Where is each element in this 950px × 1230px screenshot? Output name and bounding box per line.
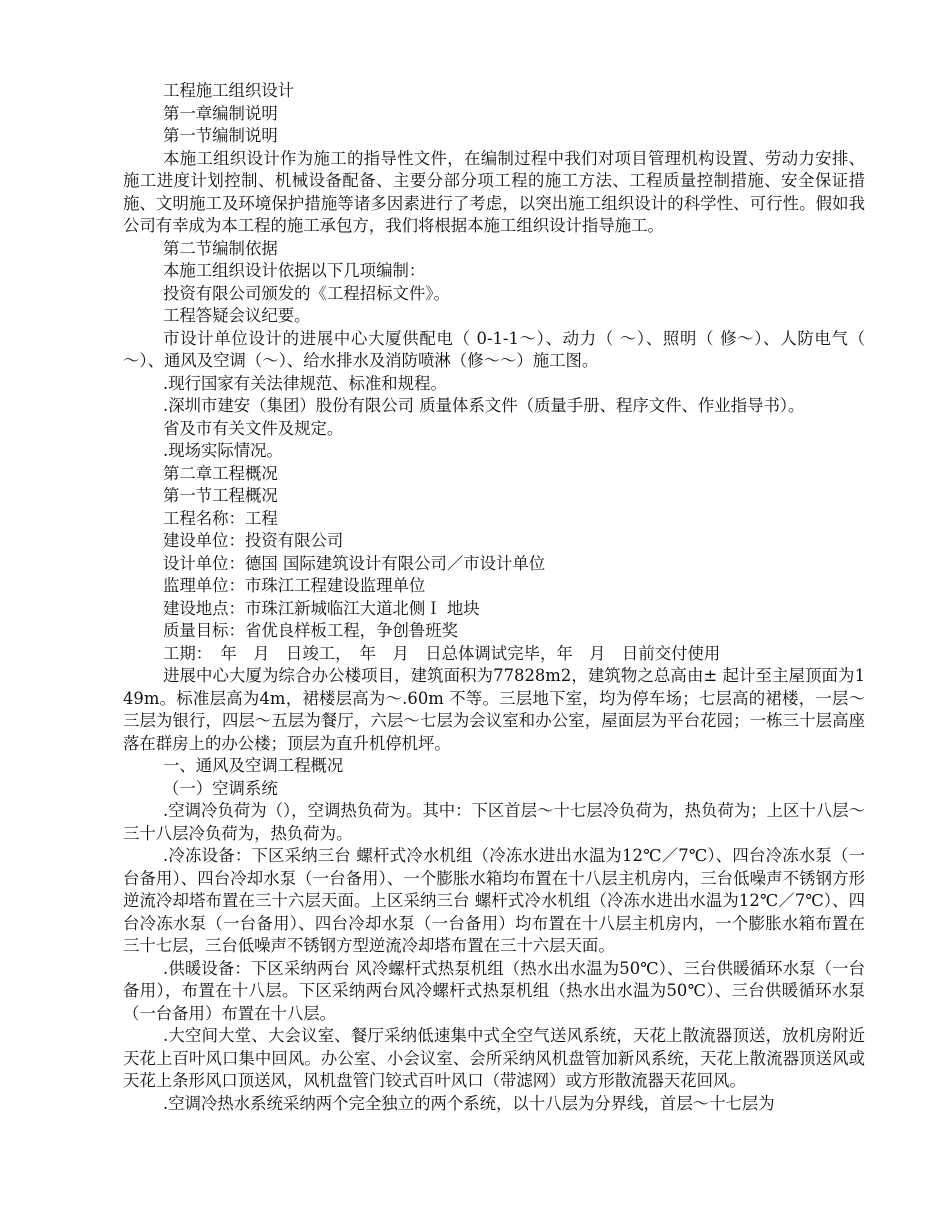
info-line: 工程名称：工程 bbox=[163, 508, 278, 528]
list-item: .现行国家有关法律规范、标准和规程。 bbox=[163, 373, 447, 393]
section-heading: 第一节编制说明 bbox=[163, 126, 278, 145]
body-paragraph: 本施工组织设计依据以下几项编制： bbox=[163, 261, 426, 280]
subsection-heading: （一）空调系统 bbox=[163, 778, 278, 798]
body-paragraph: .冷冻设备：下区采纳三台 螺杆式冷水机组（冷冻水进出水温为12℃／7℃）、四台冷冻水泵（一台备用）、四台冷却水泵（一台备用）、一个膨胀水箱均布置在十八层主机房内，三台低噪声不锈钢方形逆流冷却塔布置在三十六层天面。上区采纳三台 螺杆式冷水机组（冷冻水进出水温为12℃／7℃）、四台冷冻水泵（一台备用）、四台冷却水泵（一台备用）均布置在十八层主机房内，一个膨胀水箱布置在三十七层，三台低噪声不锈钢方型逆流冷却塔布置在三十六层天面。 bbox=[123, 846, 865, 955]
body-paragraph: 本施工组织设计作为施工的指导性文件，在编制过程中我们对项目管理机构设置、劳动力安排、施工进度计划控制、机械设备配备、主要分部分项工程的施工方法、工程质量控制措施、安全保证措施、文明施工及环境保护措施等诸多因素进行了考虑，以突出施工组织设计的科学性、可行性。假如我公司有幸成为本工程的施工承包方，我们将根据本施工组织设计指导施工。 bbox=[123, 148, 865, 235]
info-line: 监理单位：市珠江工程建设监理单位 bbox=[163, 576, 426, 595]
list-item: .现场实际情况。 bbox=[163, 441, 283, 460]
body-paragraph: .大空间大堂、大会议室、餐厅采纳低速集中式全空气送风系统，天花上散流器顶送，放机房附近天花上百叶风口集中回风。办公室、小会议室、会所采纳风机盘管加新风系统，天花上散流器顶送风或天花上条形风口顶送风，风机盘管门铰式百叶风口（带滤网）或方形散流器天花回风。 bbox=[123, 1026, 865, 1090]
body-paragraph: .空调冷热水系统采纳两个完全独立的两个系统，以十八层为分界线，首层～十七层为 bbox=[163, 1093, 775, 1113]
document-title: 工程施工组织设计 bbox=[163, 81, 295, 100]
list-item: .深圳市建安（集团）股份有限公司 质量体系文件（质量手册、程序文件、作业指导书）。 bbox=[163, 396, 805, 415]
chapter-heading: 第一章编制说明 bbox=[163, 103, 278, 123]
chapter-heading: 第二章工程概况 bbox=[163, 463, 278, 483]
list-item: 省及市有关文件及规定。 bbox=[163, 418, 344, 438]
body-paragraph: .供暖设备：下区采纳两台 风冷螺杆式热泵机组（热水出水温为50℃）、三台供暖循环水泵（一台备用），布置在十八层。下区采纳两台风冷螺杆式热泵机组（热水出水温为50℃）、三台供暖循环水泵（一台备用）布置在十八层。 bbox=[123, 958, 865, 1023]
body-paragraph: .空调冷负荷为（），空调热负荷为。其中：下区首层～十七层冷负荷为，热负荷为；上区十八层～三十八层冷负荷为，热负荷为。 bbox=[123, 801, 865, 843]
list-item: 工程答疑会议纪要。 bbox=[163, 306, 311, 325]
section-heading: 第二节编制依据 bbox=[163, 238, 278, 258]
list-item: 市设计单位设计的进展中心大厦供配电（ 0-1-1～）、动力（ ～）、照明（ 修～）、人防电气（ ～）、通风及空调（～）、给水排水及消防喷淋（修～～）施工图。 bbox=[123, 328, 865, 370]
info-line: 建设单位：投资有限公司 bbox=[163, 531, 344, 550]
document-page bbox=[123, 80, 865, 1115]
info-line: 质量目标：省优良样板工程，争创鲁班奖 bbox=[163, 621, 459, 640]
info-line: 工期： 年 月 日竣工， 年 月 日总体调试完毕，年 月 日前交付使用 bbox=[163, 643, 721, 663]
body-paragraph: 进展中心大厦为综合办公楼项目，建筑面积为77828m2，建筑物之总高由± 起计至主屋顶面为149m。标准层高为4m，裙楼层高为～.60m 不等。三层地下室，均为停车场；七层高的裙楼，一层～三层为银行，四层～五层为餐厅，六层～七层为会议室和办公室，屋面层为平台花园；一栋三十层高座落在群房上的办公楼；顶层为直升机停机坪。 bbox=[123, 666, 865, 753]
section-heading: 第一节工程概况 bbox=[163, 486, 278, 505]
list-item: 投资有限公司颁发的《工程招标文件》。 bbox=[163, 283, 450, 303]
info-line: 设计单位：德国 国际建筑设计有限公司／市设计单位 bbox=[163, 553, 546, 573]
subsection-heading: 一、通风及空调工程概况 bbox=[163, 756, 344, 775]
info-line: 建设地点：市珠江新城临江大道北侧Ｉ 地块 bbox=[163, 598, 480, 618]
